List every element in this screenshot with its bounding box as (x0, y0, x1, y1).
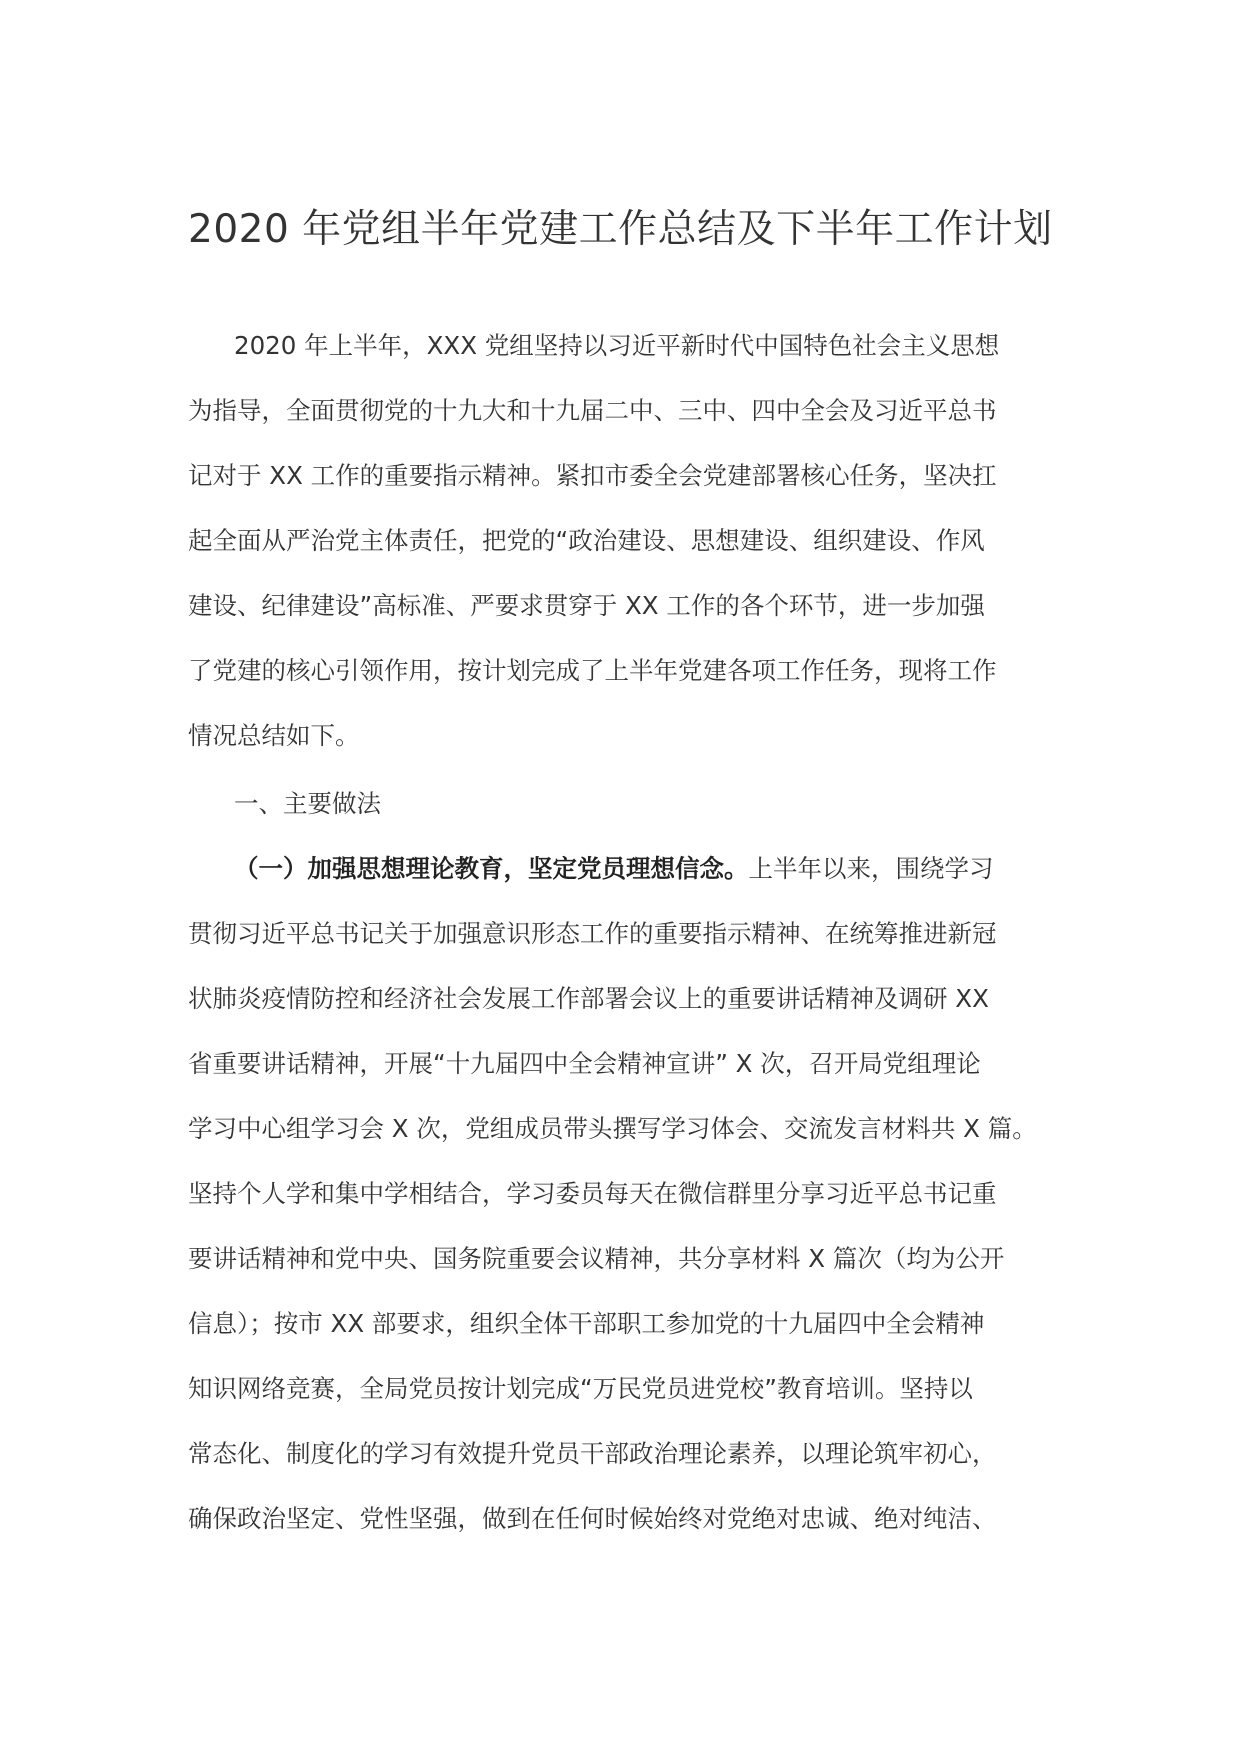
paragraph-line: 知识网络竞赛，全局党员按计划完成“万民党员进党校”教育培训。坚持以 (188, 1374, 973, 1403)
section-paragraph (188, 836, 1054, 1551)
paragraph-line: 2020 年上半年，XXX 党组坚持以习近平新时代中国特色社会主义思想 (234, 331, 1000, 360)
paragraph-first-line (188, 836, 1054, 901)
paragraph-line: 坚持个人学和集中学相结合，学习委员每天在微信群里分享习近平总书记重 (188, 1179, 997, 1208)
paragraph-line: 记对于 XX 工作的重要指示精神。紧扣市委全会党建部署核心任务，坚决扛 (188, 461, 997, 490)
paragraph-line: 贯彻习近平总书记关于加强意识形态工作的重要指示精神、在统筹推进新冠 (188, 919, 997, 948)
paragraph-line: 要讲话精神和党中央、国务院重要会议精神，共分享材料 X 篇次（均为公开 (188, 1244, 1005, 1273)
paragraph-line: 学习中心组学习会 X 次，党组成员带头撰写学习体会、交流发言材料共 X 篇。 (188, 1114, 1037, 1143)
paragraph-line: 起全面从严治党主体责任，把党的“政治建设、思想建设、组织建设、作风 (188, 526, 985, 555)
subsection-heading: （一）加强思想理论教育，坚定党员理想信念。 (234, 854, 749, 883)
document-title: 2020 年党组半年党建工作总结及下半年工作计划 (188, 207, 1053, 252)
section-heading-text: 一、主要做法 (234, 789, 381, 818)
paragraph-line: 常态化、制度化的学习有效提升党员干部政治理论素养，以理论筑牢初心， (188, 1439, 997, 1468)
paragraph-line: 确保政治坚定、党性坚强，做到在任何时候始终对党绝对忠诚、绝对纯洁、 (188, 1504, 997, 1533)
intro-paragraph (188, 313, 1054, 768)
paragraph-line: 信息）；按市 XX 部要求，组织全体干部职工参加党的十九届四中全会精神 (188, 1309, 985, 1338)
paragraph-line: 了党建的核心引领作用，按计划完成了上半年党建各项工作任务，现将工作 (188, 656, 997, 685)
paragraph-line-rest: 上半年以来，围绕学习 (748, 854, 994, 883)
section-heading (188, 771, 1054, 836)
paragraph-line: 建设、纪律建设”高标准、严要求贯穿于 XX 工作的各个环节，进一步加强 (188, 591, 985, 620)
paragraph-line: 省重要讲话精神，开展“十九届四中全会精神宣讲” X 次，召开局党组理论 (188, 1049, 981, 1078)
paragraph-line: 情况总结如下。 (188, 721, 360, 750)
paragraph-line: 为指导，全面贯彻党的十九大和十九届二中、三中、四中全会及习近平总书 (188, 396, 997, 425)
paragraph-line: 状肺炎疫情防控和经济社会发展工作部署会议上的重要讲话精神及调研 XX (188, 984, 989, 1013)
